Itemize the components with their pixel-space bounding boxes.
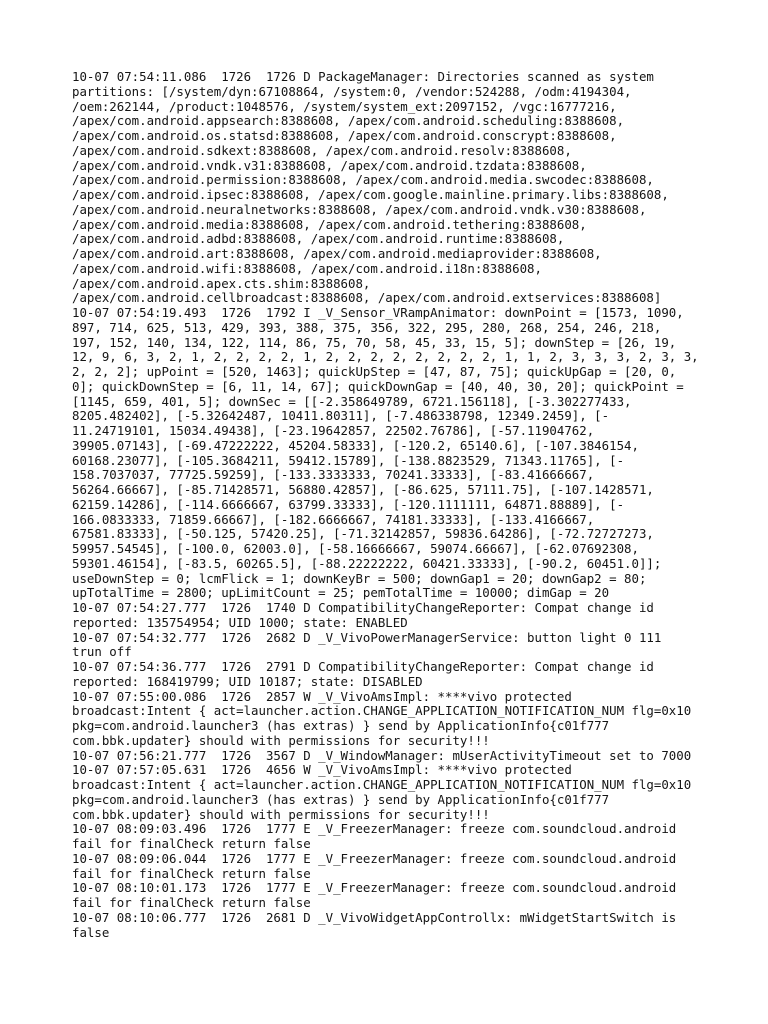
log-line: 897, 714, 625, 513, 429, 393, 388, 375, 356, 322, 295, 280, 268, 254, 246, 218, [72,319,662,335]
log-line: 62159.14286], [-114.6666667, 63799.33333], [-120.1111111, 64871.88889], [- [72,496,625,512]
log-line: 10-07 07:54:27.777 1726 1740 D CompatibilityChangeReporter: Compat change id [72,600,654,615]
log-line: 59301.46154], [-83.5, 60265.5], [-88.22222222, 60421.33333], [-90.2, 60451.0]]; [72,555,662,571]
log-line: false [72,924,110,940]
log-line: 2, 2, 2]; upPoint = [520, 1463]; quickUpStep = [47, 87, 75]; quickUpGap = [20, 0, [72,364,677,379]
log-line: com.bbk.updater} should with permissions for security!!! [72,732,490,748]
log-line: /apex/com.android.apex.cts.shim:8388608, [72,275,371,291]
log-line: 39905.07143], [-69.47222222, 45204.58333], [-120.2, 65140.6], [-107.3846154, [72,437,639,453]
log-line: 10-07 08:09:06.044 1726 1777 E _V_FreezerManager: freeze com.soundcloud.android [72,850,677,866]
log-line: partitions: [/system/dyn:67108864, /system:0, /vendor:524288, /odm:4194304, [72,83,632,99]
log-line: 56264.66667], [-85.71428571, 56880.42857], [-86.625, 57111.75], [-107.1428571, [72,482,654,497]
log-line: 59957.54545], [-100.0, 62003.0], [-58.16666667, 59074.66667], [-62.07692308, [72,541,639,556]
log-line: fail for finalCheck return false [72,836,311,851]
log-line: /apex/com.android.vndk.v31:8388608, /apex/com.android.tzdata:8388608, [72,157,587,173]
log-line: 11.24719101, 15034.49438], [-23.19642857, 22502.76786], [-57.11904762, [72,423,595,438]
log-line: 10-07 07:54:32.777 1726 2682 D _V_VivoPowerManagerService: button light 0 111 [72,629,662,645]
log-line: /apex/com.android.sdkext:8388608, /apex/com.android.resolv:8388608, [72,142,572,158]
log-line: /apex/com.android.neuralnetworks:8388608, /apex/com.android.vndk.v30:8388608, [72,201,647,217]
log-text-block [72,70,712,940]
log-line: reported: 135754954; UID 1000; state: ENABLED [72,614,408,630]
log-line: /apex/com.android.art:8388608, /apex/com.android.mediaprovider:8388608, [72,246,602,261]
log-line: 60168.23077], [-105.3684211, 59412.15789], [-138.8823529, 71343.11765], [- [72,452,625,468]
log-line: com.bbk.updater} should with permissions for security!!! [72,806,490,822]
log-line: /apex/com.android.cellbroadcast:8388608, /apex/com.android.extservices:8388608] [72,290,662,306]
log-line: 10-07 08:10:06.777 1726 2681 D _V_VivoWidgetAppControllx: mWidgetStartSwitch is [72,909,677,925]
log-line: 0]; quickDownStep = [6, 11, 14, 67]; quickDownGap = [40, 40, 30, 20]; quickPoint = [72,378,684,394]
log-line: /apex/com.android.appsearch:8388608, /apex/com.android.scheduling:8388608, [72,113,625,129]
log-line: useDownStep = 0; lcmFlick = 1; downKeyBr = 500; downGap1 = 20; downGap2 = 80; [72,570,647,586]
log-line: upTotalTime = 2800; upLimitCount = 25; pemTotalTime = 10000; dimGap = 20 [72,585,610,601]
log-line: fail for finalCheck return false [72,895,311,910]
log-line: /apex/com.android.ipsec:8388608, /apex/com.google.mainline.primary.libs:8388608, [72,187,669,202]
log-line: /apex/com.android.media:8388608, /apex/com.android.tethering:8388608, [72,216,587,232]
log-line: pkg=com.android.launcher3 (has extras) } send by ApplicationInfo{c01f777 [72,718,610,733]
log-line: 10-07 07:55:00.086 1726 2857 W _V_VivoAmsImpl: ****vivo protected [72,688,572,704]
log-line: 10-07 08:10:01.173 1726 1777 E _V_FreezerManager: freeze com.soundcloud.android [72,880,677,896]
log-line: 10-07 07:54:11.086 1726 1726 D PackageManager: Directories scanned as system [72,69,654,84]
log-line: broadcast:Intent { act=launcher.action.CHANGE_APPLICATION_NOTIFICATION_NUM flg=0x10 [72,703,692,719]
log-line: 10-07 07:54:19.493 1726 1792 I _V_Sensor_VRampAnimator: downPoint = [1573, 1090, [72,305,684,320]
log-line: broadcast:Intent { act=launcher.action.CHANGE_APPLICATION_NOTIFICATION_NUM flg=0x10 [72,777,692,792]
log-line: /apex/com.android.os.statsd:8388608, /apex/com.android.conscrypt:8388608, [72,128,617,143]
log-line: /oem:262144, /product:1048576, /system/system_ext:2097152, /vgc:16777216, [72,98,617,114]
log-line: 10-07 07:54:36.777 1726 2791 D CompatibilityChangeReporter: Compat change id [72,659,654,674]
log-line: 67581.83333], [-50.125, 57420.25], [-71.32142857, 59836.64286], [-72.72727273, [72,526,654,542]
log-line: 158.7037037, 77725.59259], [-133.3333333, 70241.33333], [-83.41666667, [72,467,595,483]
log-line: /apex/com.android.permission:8388608, /apex/com.android.media.swcodec:8388608, [72,172,654,188]
log-line: trun off [72,644,132,660]
log-line: 10-07 07:56:21.777 1726 3567 D _V_WindowManager: mUserActivityTimeout set to 7000 [72,747,692,763]
log-line: 10-07 08:09:03.496 1726 1777 E _V_FreezerManager: freeze com.soundcloud.android [72,821,677,837]
log-line: /apex/com.android.wifi:8388608, /apex/com.android.i18n:8388608, [72,260,542,276]
log-line: 10-07 07:57:05.631 1726 4656 W _V_VivoAmsImpl: ****vivo protected [72,762,572,778]
log-line: 8205.482402], [-5.32642487, 10411.80311], [-7.486338798, 12349.2459], [- [72,408,610,424]
log-line: 197, 152, 140, 134, 122, 114, 86, 75, 70, 58, 45, 33, 15, 5]; downStep = [26, 19, [72,334,677,350]
log-line: pkg=com.android.launcher3 (has extras) } send by ApplicationInfo{c01f777 [72,791,610,807]
log-line: /apex/com.android.adbd:8388608, /apex/com.android.runtime:8388608, [72,231,565,247]
log-line: reported: 168419799; UID 10187; state: DISABLED [72,673,423,689]
log-line: fail for finalCheck return false [72,865,311,881]
log-line: 12, 9, 6, 3, 2, 1, 2, 2, 2, 2, 1, 2, 2, 2, 2, 2, 2, 2, 2, 1, 1, 2, 3, 3, 3, 2, 3, 3, [72,349,699,365]
log-line: 166.0833333, 71859.66667], [-182.6666667, 74181.33333], [-133.4166667, [72,511,595,527]
log-line: [1145, 659, 401, 5]; downSec = [[-2.358649789, 6721.156118], [-3.302277433, [72,393,632,409]
